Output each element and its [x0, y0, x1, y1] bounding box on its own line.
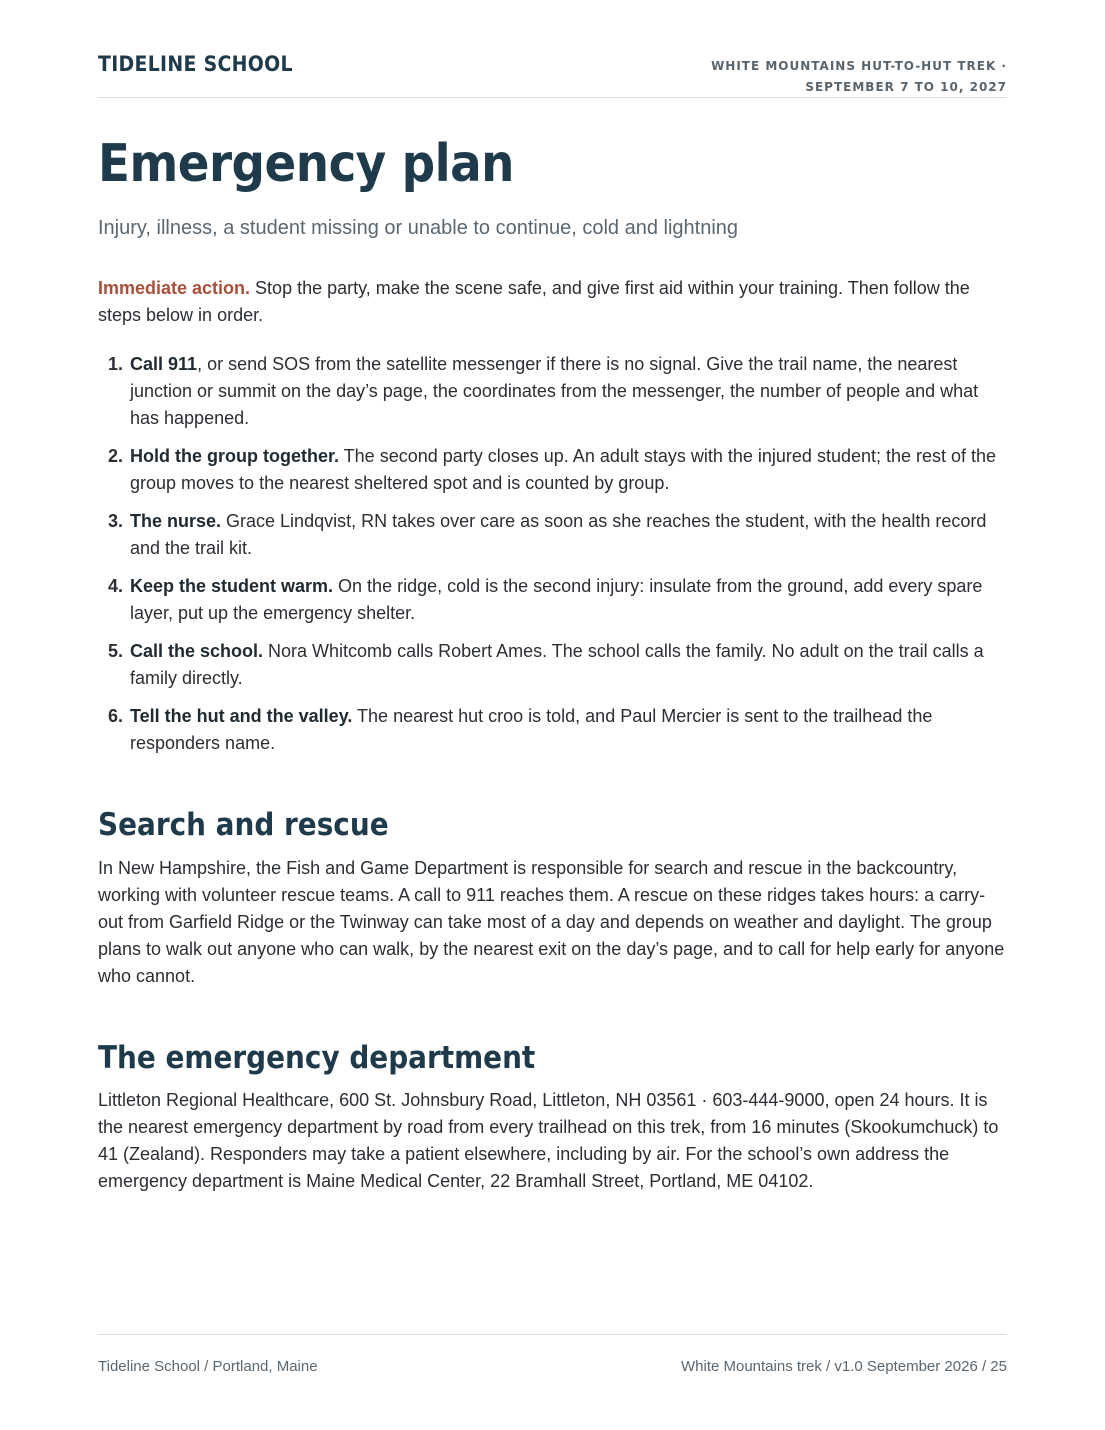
step-number: 2. [108, 446, 124, 466]
trip-info [711, 56, 1007, 98]
step-text: On the ridge, cold is the second injury: insulate from the ground, add every spare layer, put up the emergency shelter. [130, 576, 983, 623]
page-subtitle: Injury, illness, a student missing or unable to continue, cold and lightning [98, 217, 739, 239]
emergency-steps-list [98, 351, 1007, 768]
emergency-department-heading: The emergency department [98, 1040, 536, 1076]
document-page [98, 0, 1007, 1430]
page-title: Emergency plan [98, 134, 514, 194]
list-item [98, 351, 1007, 432]
step-text: The second party closes up. An adult stays with the injured student; the rest of the group moves to the nearest sheltered spot and is counted by group. [130, 446, 997, 493]
page-header [98, 50, 1007, 98]
immediate-action-text: Stop the party, make the scene safe, and give first aid within your training. Then follow the steps below in order. [98, 278, 970, 325]
step-number: 1. [108, 354, 124, 374]
step-heading: Hold the group together. [130, 446, 339, 466]
school-name: TIDELINE SCHOOL [98, 52, 293, 76]
immediate-action-paragraph [98, 275, 1007, 329]
list-item [98, 638, 1007, 692]
step-number: 4. [108, 576, 124, 596]
step-number: 6. [108, 706, 124, 726]
page-footer [98, 1334, 1007, 1375]
list-item [98, 443, 1007, 497]
footer-school: Tideline School / Portland, Maine [98, 1358, 318, 1375]
emergency-department-text: Littleton Regional Healthcare, 600 St. Johnsbury Road, Littleton, NH 03561 · 603-444-9000, open 24 hours. It is the nearest emergency department by road from every trailhead on this trek, from 16 minutes (Skookumchuck) to 41 (Zealand). Responders may take a patient elsewhere, including by air. For the school’s own address the emergency department is Maine Medical Center, 22 Bramhall Street, Portland, ME 04102. [98, 1090, 999, 1191]
search-rescue-text: In New Hampshire, the Fish and Game Department is responsible for search and rescue in the backcountry, working with volunteer rescue teams. A call to 911 reaches them. A rescue on these ridges takes hours: a carry-out from Garfield Ridge or the Twinway can take most of a day and depends on weather and daylight. The group plans to walk out anyone who can walk, by the nearest exit on the day’s page, and to call for help early for anyone who cannot. [98, 858, 1005, 986]
step-heading: Call 911 [130, 354, 198, 374]
search-rescue-heading: Search and rescue [98, 807, 389, 843]
list-item [98, 573, 1007, 627]
step-text: , or send SOS from the satellite messenger if there is no signal. Give the trail name, the nearest junction or summit on the day’s page, the coordinates from the messenger, the number of people and what has happened. [130, 354, 979, 428]
step-number: 3. [108, 511, 124, 531]
footer-page-info: White Mountains trek / v1.0 September 2026 / 25 [680, 1358, 1007, 1375]
step-text: Nora Whitcomb calls Robert Ames. The school calls the family. No adult on the trail calls a family directly. [130, 641, 984, 688]
trip-dates: SEPTEMBER 7 TO 10, 2027 [805, 80, 1007, 94]
step-heading: The nurse. [130, 511, 222, 531]
step-heading: Keep the student warm. [130, 576, 334, 596]
list-item [98, 703, 1007, 757]
step-heading: Call the school. [130, 641, 264, 661]
step-text: Grace Lindqvist, RN takes over care as soon as she reaches the student, with the health record and the trail kit. [130, 511, 987, 558]
list-item [98, 508, 1007, 562]
step-heading: Tell the hut and the valley. [130, 706, 353, 726]
trip-name: WHITE MOUNTAINS HUT-TO-HUT TREK · [711, 59, 1007, 73]
step-text: The nearest hut croo is told, and Paul Mercier is sent to the trailhead the responders name. [130, 706, 933, 753]
step-number: 5. [108, 641, 124, 661]
immediate-action-label: Immediate action. [98, 278, 251, 298]
